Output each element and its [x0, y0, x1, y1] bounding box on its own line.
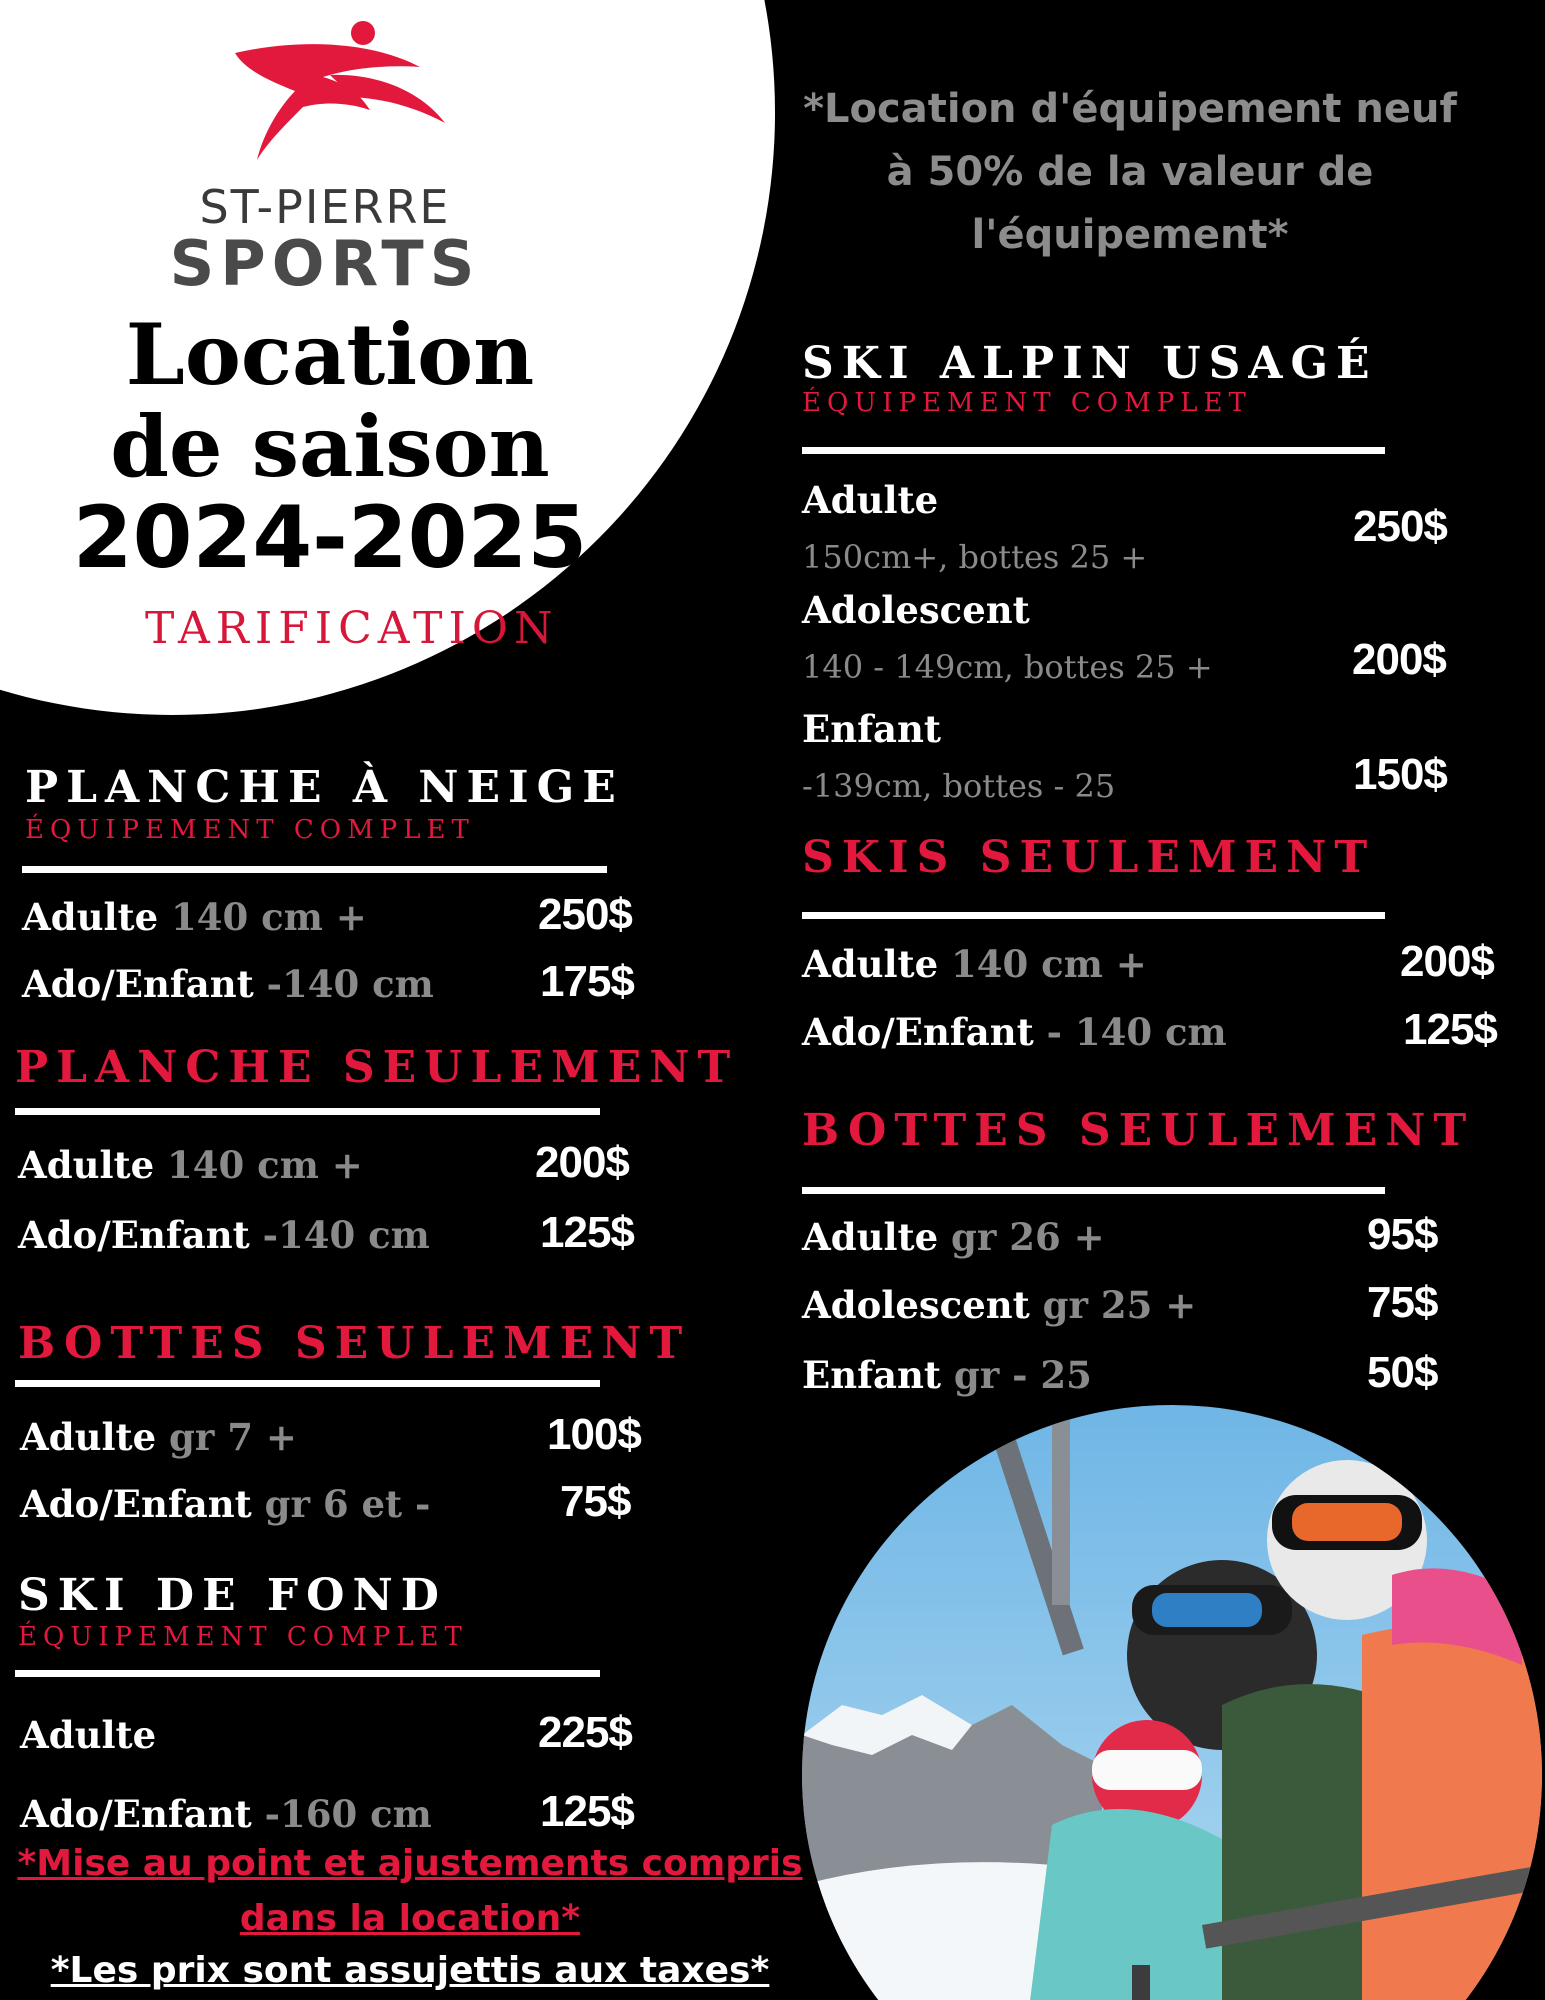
page-subtitle: TARIFICATION [145, 603, 559, 654]
price-value: 200$ [535, 1138, 629, 1187]
price-value: 225$ [538, 1708, 632, 1757]
price-row-board-youth [18, 1213, 430, 1257]
chairlift-scene-illustration [802, 1405, 1542, 2000]
price-value: 175$ [540, 957, 634, 1006]
brand-name-line2: SPORTS [169, 227, 481, 300]
row-label: Adolescent [802, 1283, 1030, 1327]
section-subtitle-cross-country: ÉQUIPEMENT COMPLET [18, 1622, 468, 1652]
section-divider [15, 1380, 600, 1387]
price-row-xc-adult [20, 1713, 156, 1757]
price-value: 100$ [547, 1410, 641, 1459]
section-title-snowboard: PLANCHE À NEIGE [25, 762, 624, 813]
row-spec: 140 - 149cm, bottes 25 + [802, 648, 1213, 686]
price-value: 125$ [540, 1208, 634, 1257]
section-title-snowboard-boots: BOTTES SEULEMENT [18, 1318, 691, 1369]
section-subtitle-snowboard: ÉQUIPEMENT COMPLET [25, 815, 475, 845]
price-value: 150$ [1353, 750, 1447, 799]
row-label: Ado/Enfant [802, 1010, 1034, 1054]
section-title-ski-boots: BOTTES SEULEMENT [802, 1105, 1475, 1156]
price-row-skis-adult [802, 942, 1147, 986]
page-title-line1: Location [125, 305, 535, 404]
brand-name-line1: ST-PIERRE [199, 180, 451, 234]
section-divider [802, 912, 1385, 919]
row-spec: gr - 25 [941, 1353, 1092, 1397]
tuning-included-note-line2: dans la location* [239, 1898, 581, 1939]
row-label: Ado/Enfant [18, 1213, 250, 1257]
row-label: Ado/Enfant [20, 1482, 252, 1526]
row-spec: 140 cm + [938, 942, 1147, 986]
section-title-alpine-used: SKI ALPIN USAGÉ [802, 338, 1378, 389]
page-title-line2: de saison [110, 397, 550, 496]
section-divider [22, 866, 607, 873]
price-row-ski-boots-child [802, 1353, 1092, 1397]
section-divider [802, 1187, 1385, 1194]
row-label: Adulte [20, 1415, 157, 1459]
row-label: Adulte [22, 895, 159, 939]
price-value: 75$ [560, 1477, 631, 1526]
row-spec: gr 26 + [938, 1215, 1105, 1259]
row-label: Adulte [20, 1713, 157, 1757]
price-value: 250$ [1353, 502, 1447, 551]
price-row-alpine-adult [802, 478, 938, 522]
price-value: 125$ [540, 1787, 634, 1836]
price-value: 200$ [1400, 937, 1494, 986]
page-title-season: 2024-2025 [72, 488, 588, 588]
row-label: Adolescent [802, 588, 1030, 632]
section-title-board-only: PLANCHE SEULEMENT [15, 1042, 739, 1093]
new-equipment-note [780, 78, 1480, 267]
section-title-skis-only: SKIS SEULEMENT [802, 832, 1376, 883]
note-line: *Location d'équipement neuf [803, 86, 1457, 132]
price-value: 125$ [1403, 1005, 1497, 1054]
brand-logo [145, 15, 505, 300]
row-spec: 140 cm + [154, 1143, 363, 1187]
tuning-included-note: *Mise au point et ajustements compris [17, 1843, 803, 1884]
section-divider [802, 447, 1385, 454]
row-label: Enfant [802, 1353, 941, 1397]
row-spec: gr 6 et - [251, 1482, 431, 1526]
row-label: Ado/Enfant [22, 962, 254, 1006]
note-line: à 50% de la valeur de [886, 149, 1374, 195]
section-divider [15, 1108, 600, 1115]
price-row-alpine-teen [802, 588, 1030, 632]
price-row-alpine-child [802, 707, 941, 751]
price-row-ski-boots-adult [802, 1215, 1105, 1259]
row-spec: gr 7 + [156, 1415, 297, 1459]
row-spec: gr 25 + [1029, 1283, 1197, 1327]
price-value: 200$ [1352, 635, 1446, 684]
price-value: 95$ [1367, 1210, 1438, 1259]
row-label: Adulte [802, 1215, 939, 1259]
running-figure-logo-icon [145, 15, 505, 175]
price-row-snowboard-adult [22, 895, 367, 939]
row-label: Enfant [802, 707, 941, 751]
section-subtitle-alpine-used: ÉQUIPEMENT COMPLET [802, 388, 1252, 418]
row-spec: -139cm, bottes - 25 [802, 767, 1116, 805]
price-row-boots-adult [20, 1415, 297, 1459]
note-line: l'équipement* [971, 212, 1289, 258]
row-spec: -160 cm [251, 1792, 432, 1836]
row-spec: 150cm+, bottes 25 + [802, 538, 1148, 576]
row-spec: -140 cm [253, 962, 434, 1006]
price-row-skis-youth [802, 1010, 1227, 1054]
row-spec: -140 cm [249, 1213, 430, 1257]
price-value: 75$ [1367, 1278, 1438, 1327]
price-row-snowboard-youth [22, 962, 434, 1006]
row-label: Adulte [802, 942, 939, 986]
skiers-chairlift-photo [802, 1405, 1542, 2000]
row-spec: - 140 cm [1033, 1010, 1227, 1054]
price-row-boots-youth [20, 1482, 430, 1526]
row-spec: 140 cm + [158, 895, 367, 939]
price-row-ski-boots-teen [802, 1283, 1196, 1327]
section-title-cross-country: SKI DE FOND [18, 1570, 447, 1621]
price-row-xc-youth [20, 1792, 432, 1836]
row-label: Ado/Enfant [20, 1792, 252, 1836]
taxes-note: *Les prix sont assujettis aux taxes* [50, 1950, 770, 1991]
price-value: 250$ [538, 890, 632, 939]
price-value: 50$ [1367, 1348, 1438, 1397]
section-divider [15, 1670, 600, 1677]
row-label: Adulte [802, 478, 939, 522]
row-label: Adulte [18, 1143, 155, 1187]
price-row-board-adult [18, 1143, 363, 1187]
